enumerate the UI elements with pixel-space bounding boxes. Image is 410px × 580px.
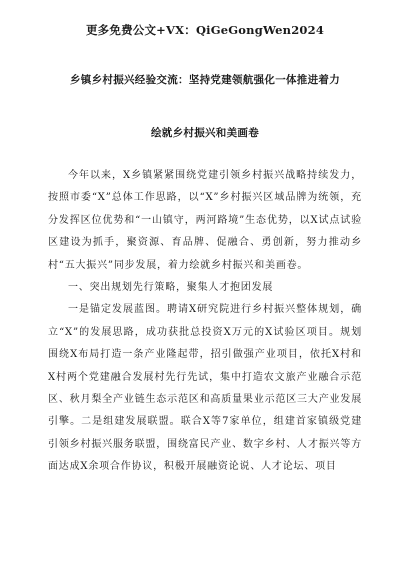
header-note: 更多免费公文+VX：QiGeGongWen2024 — [85, 23, 325, 37]
intro-paragraph: 今年以来，X乡镇紧紧围绕党建引领乡村振兴战略持续发力，按照市委“X”总体工作思路，以“X”乡村振兴区域品牌为统领，充分发挥区位优势和“一山镇守，两河路境”生态优势，以X试点试验区建设为抓手，聚资源、育品牌、促融合、勇创新，努力推动乡村“五大振兴”同步发展，着力绘就乡村振兴和美画卷。 — [48, 170, 362, 271]
section-1-paragraph: 一是锚定发展蓝图。聘请X研究院进行乡村振兴整体规划，确立“X”的发展思路，成功获批总投资X万元的X试验区项目。规划围绕X布局打造一条产业隆起带，招引做强产业项目，依托X村和X村两个党建融合发展村先行先试，集中打造农文旅产业融合示范区、秋月梨全产业链生态示范区和高质量果业示范区三大产业发展引擎。二是组建发展联盟。联合X等7家单位，组建首家镇级党建引领乡村振兴服务联盟，围绕富民产业、数字乡村、人才振兴等方面达成X余项合作协议，积极开展融资论说、人才论坛、项目 — [48, 304, 362, 473]
section-heading-1: 一、突出规划先行策略，聚集人才抱团发展 — [68, 282, 274, 294]
document-title-line-2: 绘就乡村振兴和美画卷 — [151, 127, 259, 139]
document-title-line-1: 乡镇乡村振兴经验交流：坚持党建领航强化一体推进着力 — [70, 74, 340, 86]
document-body — [48, 165, 362, 479]
